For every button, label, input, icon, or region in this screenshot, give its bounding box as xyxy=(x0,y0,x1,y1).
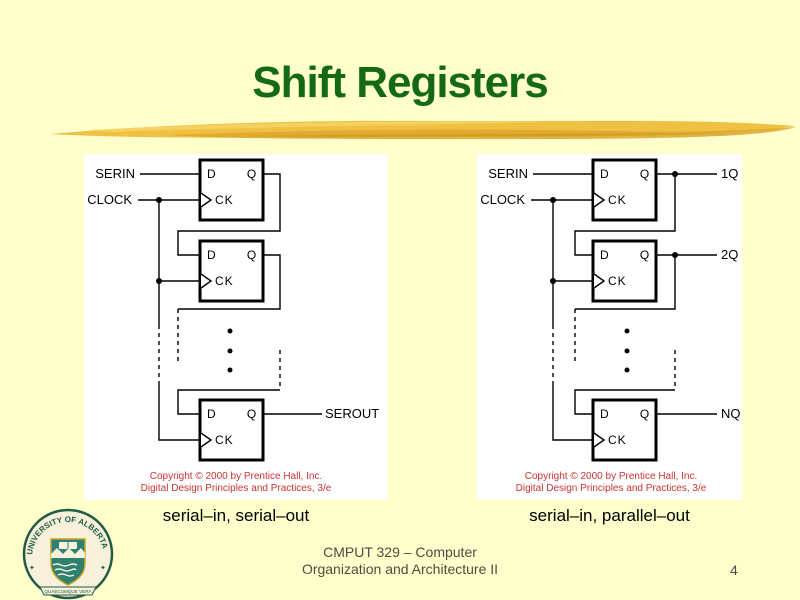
ff-d-label: D xyxy=(600,167,610,181)
ellipsis-dots xyxy=(625,329,630,373)
caption-serial-in-parallel-out: serial–in, parallel–out xyxy=(529,506,690,525)
logo-motto-banner xyxy=(40,587,96,595)
ff-d-label: D xyxy=(207,407,217,421)
flip-flop-1 xyxy=(200,160,263,220)
diagram-serial-in-parallel-out xyxy=(477,154,742,500)
serin-label: SERIN xyxy=(95,166,135,181)
flip-flop-2 xyxy=(200,241,263,301)
flip-flop-n xyxy=(593,400,656,460)
caption-serial-in-serial-out: serial–in, serial–out xyxy=(162,506,310,525)
ff-q-label: Q xyxy=(639,167,651,181)
ff-q-label: Q xyxy=(246,407,258,421)
logo-arc-text: UNIVERSITY OF ALBERTA xyxy=(25,514,110,556)
footer-line1: CMPUT 329 – Computer xyxy=(323,544,477,560)
copyright-line1: Copyright © 2000 by Prentice Hall, Inc. xyxy=(524,471,698,482)
logo-star-right-icon: ✦ xyxy=(100,565,106,572)
university-of-alberta-logo xyxy=(22,508,114,600)
footer-course-title xyxy=(250,544,550,578)
q1-label: 1Q xyxy=(721,166,739,181)
clock-label: CLOCK xyxy=(87,192,132,207)
logo-book-icon xyxy=(59,542,77,549)
ff-ck-label: CK xyxy=(215,433,234,447)
copyright-line1: Copyright © 2000 by Prentice Hall, Inc. xyxy=(149,471,323,482)
serin-label: SERIN xyxy=(488,166,528,181)
copyright-line2: Digital Design Principles and Practices, 3/e xyxy=(140,483,332,494)
q2-label: 2Q xyxy=(721,247,739,262)
ff-d-label: D xyxy=(600,248,610,262)
title-brush-underline xyxy=(48,108,798,148)
ff-q-label: Q xyxy=(246,167,258,181)
ff-ck-label: CK xyxy=(608,433,627,447)
flip-flop-n xyxy=(200,400,263,460)
footer-line2: Organization and Architecture II xyxy=(301,561,499,577)
logo-star-left-icon: ✦ xyxy=(29,565,35,572)
ff-q-label: Q xyxy=(639,248,651,262)
ff-ck-label: CK xyxy=(215,274,234,288)
ff-q-label: Q xyxy=(639,407,651,421)
slide-title: Shift Registers xyxy=(252,58,548,107)
ff-q-label: Q xyxy=(246,248,258,262)
flip-flop-1 xyxy=(593,160,656,220)
serout-label: SEROUT xyxy=(325,406,380,421)
ff-ck-label: CK xyxy=(608,274,627,288)
ff-d-label: D xyxy=(207,248,217,262)
ff-d-label: D xyxy=(207,167,217,181)
ff-d-label: D xyxy=(600,407,610,421)
clock-label: CLOCK xyxy=(480,192,525,207)
page-number: 4 xyxy=(730,562,738,578)
qn-label: NQ xyxy=(721,406,741,421)
svg-text:QUAECUMQUE VERA: QUAECUMQUE VERA xyxy=(44,589,92,594)
copyright-line2: Digital Design Principles and Practices, 3/e xyxy=(515,483,707,494)
ff-ck-label: CK xyxy=(608,193,627,207)
ff-ck-label: CK xyxy=(215,193,234,207)
logo-mountains-icon xyxy=(51,548,85,558)
flip-flop-2 xyxy=(593,241,656,301)
diagram-serial-in-serial-out xyxy=(84,154,388,500)
ellipsis-dots xyxy=(228,329,233,373)
